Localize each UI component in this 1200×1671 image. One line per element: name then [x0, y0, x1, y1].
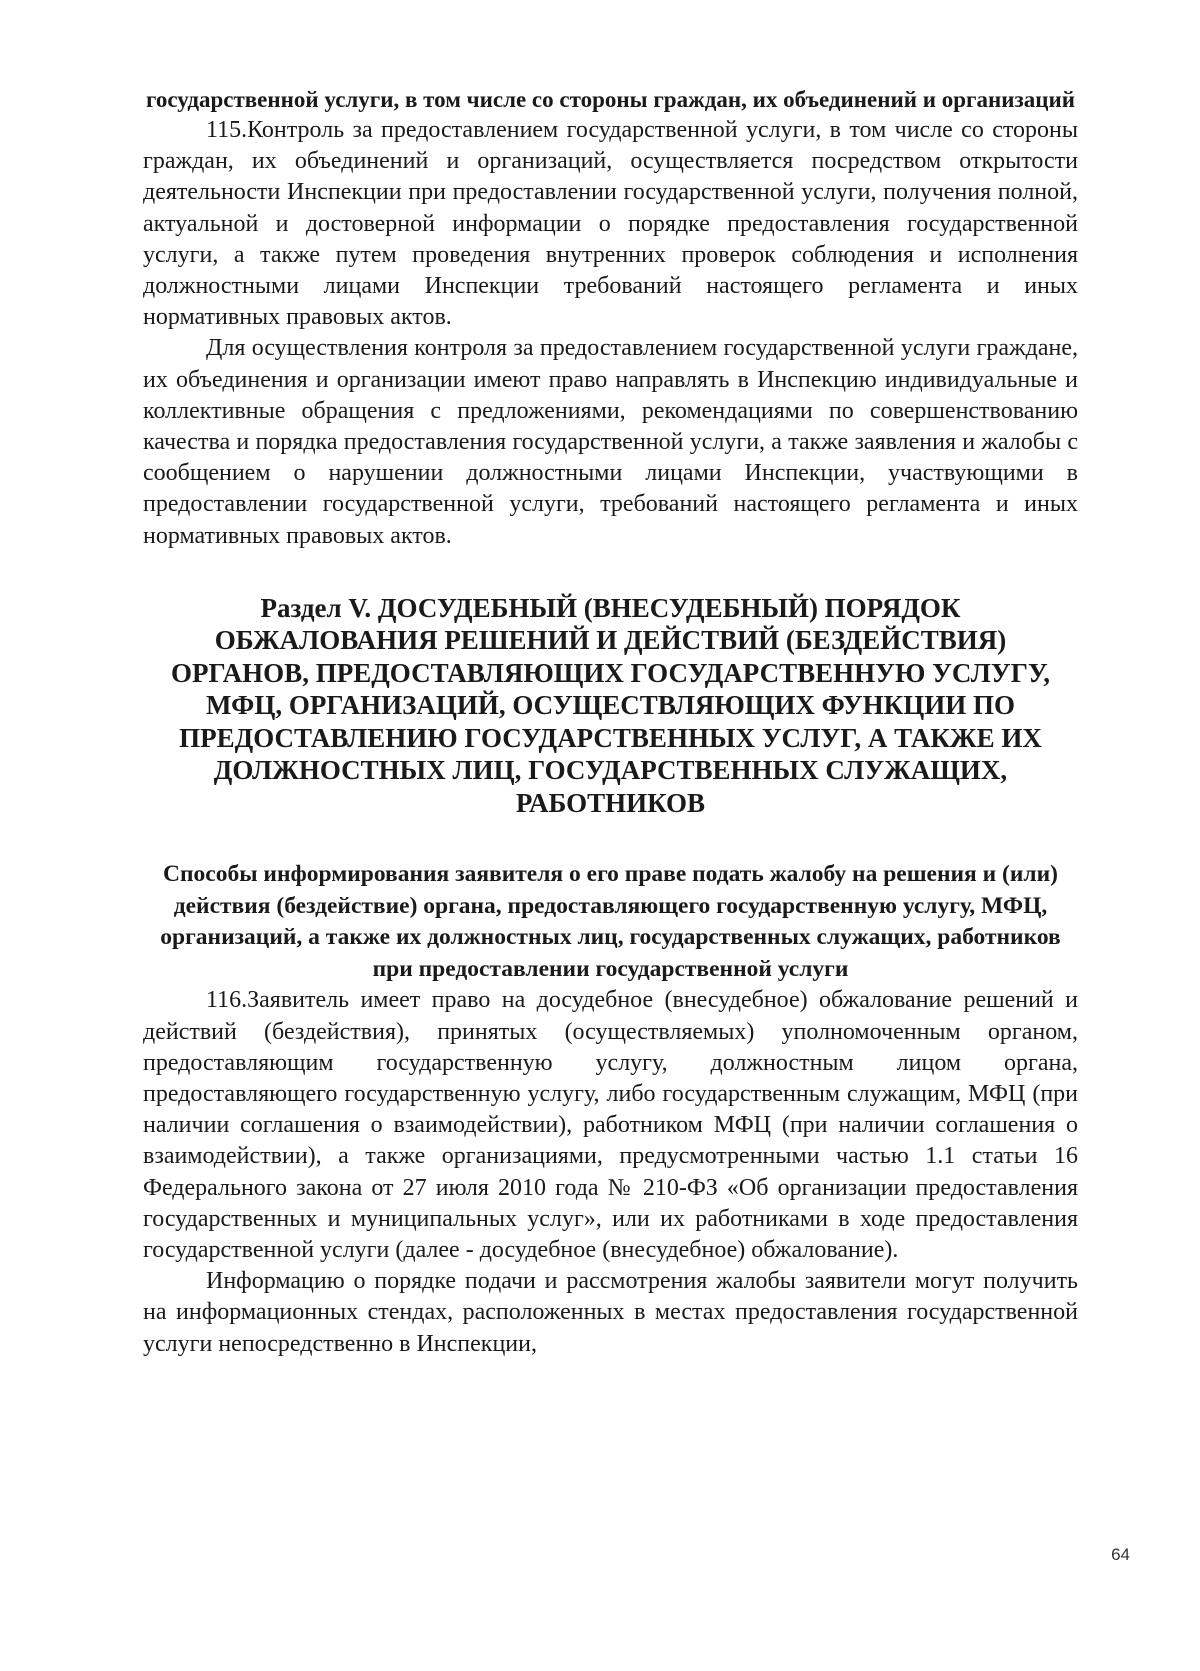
section-v-title: Раздел V. ДОСУДЕБНЫЙ (ВНЕСУДЕБНЫЙ) ПОРЯДОК ОБЖАЛОВАНИЯ РЕШЕНИЙ И ДЕЙСТВИЙ (БЕЗДЕЙСТВИЯ) ОРГАНОВ, ПРЕДОСТАВЛЯЮЩИХ ГОСУДАРСТВЕННУЮ УСЛУГУ, МФЦ, ОРГАНИЗАЦИЙ, ОСУЩЕСТВЛЯЮЩИХ ФУНКЦИИ ПО ПРЕДОСТАВЛЕНИЮ ГОСУДАРСТВЕННЫХ УСЛУГ, А ТАКЖЕ ИХ ДОЛЖНОСТНЫХ ЛИЦ, ГОСУДАРСТВЕННЫХ СЛУЖАЩИХ, РАБОТНИКОВ: [170, 592, 1051, 818]
continued-heading: государственной услуги, в том числе со стороны граждан, их объединений и организаций: [146, 87, 1075, 112]
paragraph-complaint-info: Информацию о порядке подачи и рассмотрения жалобы заявители могут получить на информационных стендах, расположенных в местах предоставления государственной услуги непосредственно в Инспекции,: [143, 1268, 1078, 1357]
page-content: [143, 84, 1078, 1360]
paragraph-control-rights: Для осуществления контроля за предоставлением государственной услуги граждане, их объединения и организации имеют право направлять в Инспекцию индивидуальные и коллективные обращения с предложениями, рекомендациями по совершенствованию качества и порядка предоставления государственной услуги, а также заявления и жалобы с сообщением о нарушении должностными лицами Инспекции, участвующими в предоставлении государственной услуги, требований настоящего регламента и иных нормативных правовых актов.: [143, 335, 1078, 549]
subsection-title: Способы информирования заявителя о его праве подать жалобу на решения и (или) действия (бездействие) органа, предоставляющего государственную услугу, МФЦ, организаций, а также их должностных лиц, государственных служащих, работников при предоставлении государственной услуги: [160, 861, 1061, 982]
page-number: 64: [1111, 1545, 1130, 1564]
paragraph-116: 116.Заявитель имеет право на досудебное (внесудебное) обжалование решений и действий (бездействия), принятых (осуществляемых) уполномоченным органом, предоставляющим государственную услугу, должностным лицом органа, предоставляющего государственную услугу, либо государственным служащим, МФЦ (при наличии соглашения о взаимодействии), работником МФЦ (при наличии соглашения о взаимодействии), а также организациями, предусмотренными частью 1.1 статьи 16 Федерального закона от 27 июля 2010 года № 210-ФЗ «Об организации предоставления государственных и муниципальных услуг», или их работниками в ходе предоставления государственной услуги (далее - досудебное (внесудебное) обжалование).: [143, 987, 1078, 1263]
paragraph-115: 115.Контроль за предоставлением государственной услуги, в том числе со стороны граждан, их объединений и организаций, осуществляется посредством открытости деятельности Инспекции при предоставлении государственной услуги, получения полной, актуальной и достоверной информации о порядке предоставления государственной услуги, а также путем проведения внутренних проверок соблюдения и исполнения должностными лицами Инспекции требований настоящего регламента и иных нормативных правовых актов.: [143, 117, 1078, 331]
